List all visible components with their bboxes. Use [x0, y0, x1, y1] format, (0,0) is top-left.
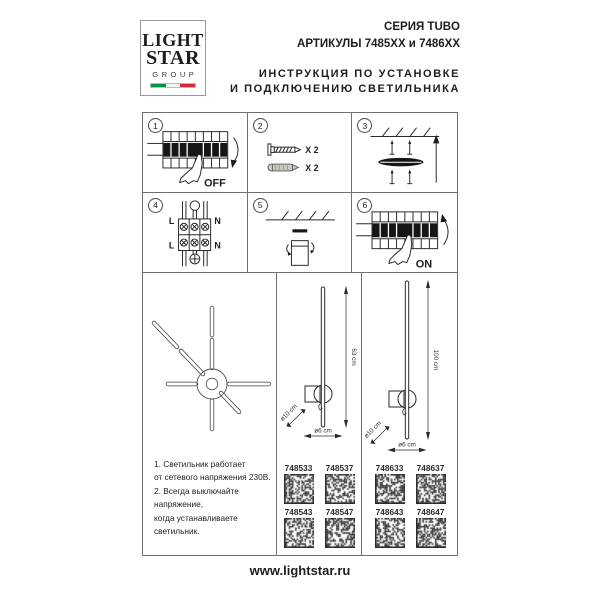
- step-number-badge: 5: [253, 198, 268, 213]
- ceiling-line: [371, 128, 440, 137]
- article-item: [414, 463, 448, 504]
- qr-code: [375, 518, 405, 548]
- articles-63cm: [277, 463, 361, 548]
- fixture-100cm-drawing: [362, 273, 458, 463]
- instruction-title-line1: ИНСТРУКЦИЯ ПО УСТАНОВКЕ: [258, 68, 460, 80]
- article-number: 748547: [325, 507, 354, 517]
- wall-mount-box: [389, 391, 404, 407]
- qr-code: [284, 474, 314, 504]
- qr-code: [325, 474, 355, 504]
- tube-diameter-dimension: [304, 428, 343, 439]
- curved-arrow-up-icon: [444, 219, 448, 244]
- step-3-cell: [352, 113, 457, 193]
- product-63cm-column: [277, 273, 362, 555]
- article-number: 748637: [416, 463, 445, 473]
- note-line: от сетевого напряжения 230В.: [154, 472, 271, 483]
- header-text-block: [210, 21, 460, 97]
- article-number: 748633: [375, 463, 404, 473]
- article-item: [373, 507, 407, 548]
- height-dimension: [344, 286, 357, 428]
- article-item: [373, 463, 407, 504]
- top-view-column: [143, 273, 277, 555]
- article-item: [282, 463, 316, 504]
- curved-arrow-down-icon: [234, 138, 238, 163]
- qr-code: [416, 518, 446, 548]
- line-label-top: L: [168, 215, 175, 226]
- lightstar-logo: [140, 20, 206, 96]
- step-number-badge: 3: [357, 118, 372, 133]
- fixture-top-view-drawing: [143, 273, 275, 456]
- footer-url: www.lightstar.ru: [249, 563, 351, 578]
- safety-notes: [154, 458, 272, 539]
- mount-dia-label: ø10 cm: [363, 420, 383, 440]
- product-section: [142, 273, 458, 556]
- plug-qty-label: X 2: [304, 162, 319, 173]
- neutral-label-top: N: [214, 215, 221, 226]
- tube-dia-label: ø6 cm: [398, 441, 416, 449]
- fixture-arms: [154, 308, 269, 429]
- article-number: 748537: [325, 463, 354, 473]
- hub-center-circle: [206, 378, 218, 390]
- article-item: [414, 507, 448, 548]
- qr-code: [416, 474, 446, 504]
- italian-flag-icon: [150, 83, 196, 88]
- tube-dia-label: ø6 cm: [314, 427, 332, 435]
- screw-qty-label: X 2: [304, 145, 319, 156]
- step-1-cell: [143, 113, 248, 193]
- wire-loop: [190, 200, 199, 209]
- tube-diameter-dimension: [388, 442, 427, 453]
- step-number-badge: 2: [253, 118, 268, 133]
- article-number: 748647: [416, 507, 445, 517]
- article-number: 748533: [284, 463, 313, 473]
- series-title: СЕРИЯ TUBO: [384, 21, 460, 33]
- mount-dia-label: ø10 cm: [279, 403, 299, 423]
- qr-code: [375, 474, 405, 504]
- logo-text-group: GROUP: [152, 69, 198, 79]
- step-number-badge: 4: [148, 198, 163, 213]
- on-label: ON: [416, 258, 433, 271]
- step-number-badge: 6: [357, 198, 372, 213]
- article-item: [323, 507, 357, 548]
- step-6-cell: [352, 193, 457, 273]
- tube-body: [321, 287, 324, 427]
- note-line: 2. Всегда выключайте напряжение,: [154, 485, 239, 510]
- wall-mount-box: [305, 386, 320, 402]
- neutral-label-bottom: N: [214, 240, 221, 251]
- instruction-title-line2: И ПОДКЛЮЧЕНИЮ СВЕТИЛЬНИКА: [229, 82, 460, 95]
- terminal-block: [179, 218, 211, 250]
- articles-line: АРТИКУЛЫ 7485XX и 7486XX: [297, 38, 460, 50]
- qr-code: [325, 518, 355, 548]
- mount-bar: [292, 229, 307, 232]
- logo-text-light: LIGHT: [142, 30, 204, 51]
- line-label-bottom: L: [168, 240, 175, 251]
- article-item: [282, 507, 316, 548]
- articles-100cm: [362, 463, 458, 548]
- step-5-cell: [248, 193, 353, 273]
- breaker-toggles: [373, 223, 438, 237]
- qr-code: [284, 518, 314, 548]
- height-label: 100 cm: [432, 349, 439, 371]
- fixture-63cm-drawing: [277, 273, 362, 463]
- logo-text-star: STAR: [146, 46, 200, 69]
- height-label: 63 cm: [350, 348, 357, 366]
- wall-plug-icon: [268, 164, 298, 171]
- note-line: 1. Светильник работает: [154, 459, 246, 469]
- ground-symbol: [190, 253, 200, 263]
- mount-diameter-dimension: [279, 403, 305, 427]
- breaker-toggles: [163, 143, 227, 157]
- step-number-badge: 1: [148, 118, 163, 133]
- article-item: [323, 463, 357, 504]
- product-100cm-column: [362, 273, 458, 555]
- up-arrow-icon: [433, 135, 439, 183]
- off-label: OFF: [204, 177, 226, 190]
- article-number: 748643: [375, 507, 404, 517]
- screw-icon: [268, 144, 300, 155]
- step-2-cell: [248, 113, 353, 193]
- canopy-cylinder: [291, 240, 308, 265]
- installation-steps-grid: [142, 112, 458, 273]
- article-number: 748543: [284, 507, 313, 517]
- ceiling-line: [265, 211, 334, 220]
- height-dimension: [426, 280, 439, 440]
- tube-body: [405, 281, 408, 439]
- note-line: когда устанавливаете светильник.: [154, 512, 238, 537]
- mount-diameter-dimension: [363, 420, 389, 444]
- step-4-cell: [143, 193, 248, 273]
